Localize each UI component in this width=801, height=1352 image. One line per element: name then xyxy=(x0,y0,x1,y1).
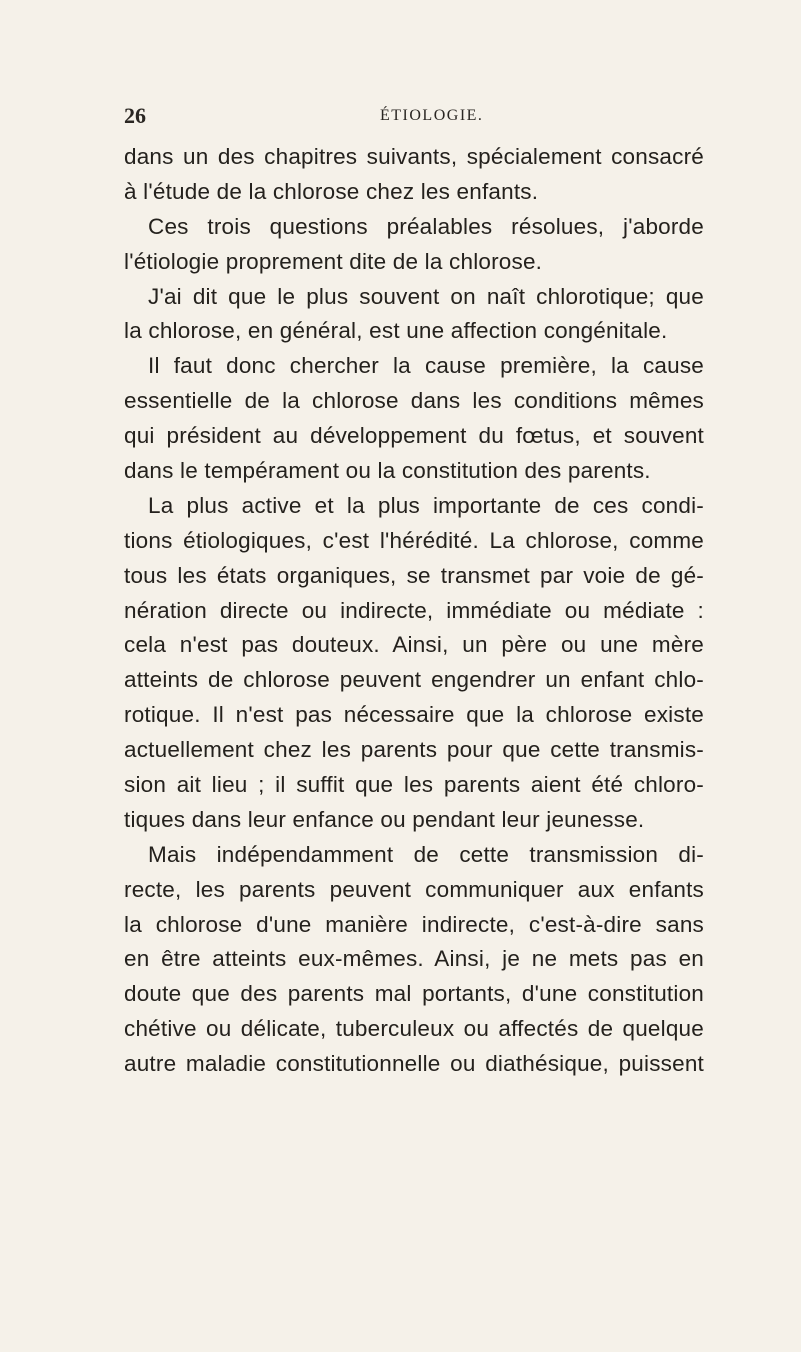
text-line: dans un des chapitres suivants, spécialement consacré xyxy=(124,144,704,169)
text-line: l'étiologie proprement dite de la chlorose. xyxy=(124,248,543,274)
text-line: rotique. Il n'est pas nécessaire que la chlorose existe xyxy=(124,702,704,728)
text-line: tous les états organiques, se transmet par voie de gé- xyxy=(124,562,704,588)
text-line: sion ait lieu ; il suffit que les parents aient été chloro- xyxy=(124,772,704,798)
text-line: en être atteints eux-mêmes. Ainsi, je ne mets pas en xyxy=(124,946,704,972)
page-header xyxy=(124,103,684,133)
text-line: Mais indépendamment de cette transmission di- xyxy=(148,841,704,867)
text-line: qui président au développement du fœtus, et souvent xyxy=(124,423,704,449)
text-line: la chlorose, en général, est une affection congénitale. xyxy=(124,318,668,344)
text-line: chétive ou délicate, tuberculeux ou affectés de quelque xyxy=(124,1016,704,1042)
text-line: recte, les parents peuvent communiquer aux enfants xyxy=(124,876,704,902)
text-line: à l'étude de la chlorose chez les enfants. xyxy=(124,178,539,204)
page-number: 26 xyxy=(124,103,146,128)
text-line: dans le tempérament ou la constitution des parents. xyxy=(124,458,651,484)
text-line: tions étiologiques, c'est l'hérédité. La chlorose, comme xyxy=(124,527,704,553)
text-line: J'ai dit que le plus souvent on naît chlorotique; que xyxy=(148,283,704,309)
text-line: essentielle de la chlorose dans les conditions mêmes xyxy=(124,388,704,414)
text-line: cela n'est pas douteux. Ainsi, un père ou une mère xyxy=(124,632,704,658)
text-line: tiques dans leur enfance ou pendant leur jeunesse. xyxy=(124,806,645,832)
running-head: ÉTIOLOGIE. xyxy=(380,107,484,124)
text-line: Il faut donc chercher la cause première, la cause xyxy=(148,353,704,379)
text-line: actuellement chez les parents pour que cette transmis- xyxy=(124,737,704,763)
text-line: doute que des parents mal portants, d'une constitution xyxy=(124,981,704,1007)
text-line: autre maladie constitutionnelle ou diathésique, puissent xyxy=(124,1051,704,1077)
body-text xyxy=(124,140,704,1082)
text-line: Ces trois questions préalables résolues, j'aborde xyxy=(148,213,704,239)
text-line: atteints de chlorose peuvent engendrer un enfant chlo- xyxy=(124,667,704,693)
text-line: nération directe ou indirecte, immédiate ou médiate : xyxy=(124,597,704,623)
text-line: la chlorose d'une manière indirecte, c'est-à-dire sans xyxy=(124,911,704,937)
text-line: La plus active et la plus importante de ces condi- xyxy=(148,492,704,518)
